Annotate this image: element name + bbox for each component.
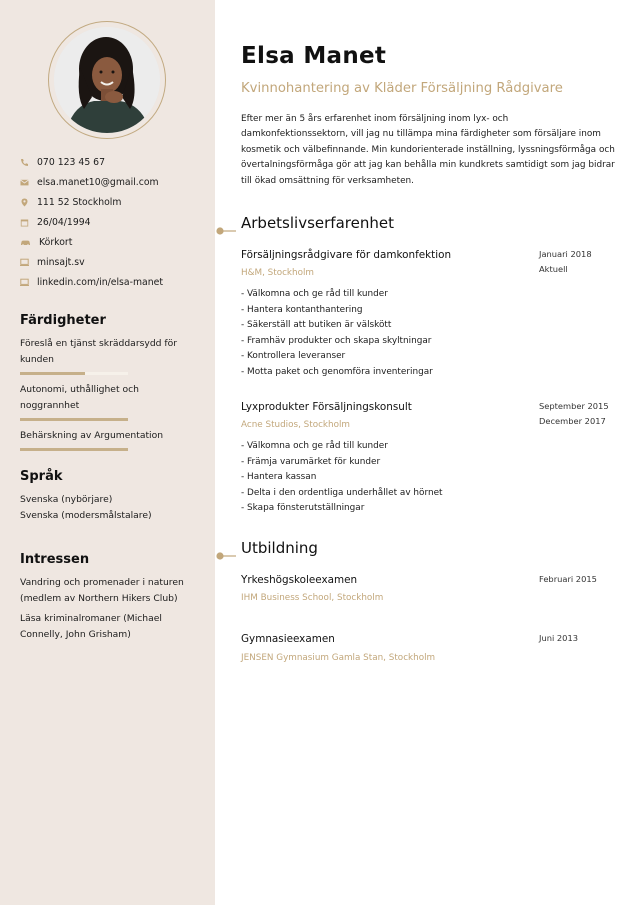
job-bullets [241,439,443,517]
email-icon [20,178,29,187]
phone-icon [20,158,29,167]
education-school: IHM Business School, Stockholm [241,593,384,603]
contact-linkedin [20,272,210,292]
skill-item [20,428,198,451]
job-date-end: December 2017 [539,416,606,426]
job-bullet: - Kontrollera leveranser [241,349,433,365]
person-title: Kvinnohantering av Kläder Försäljning Rådgivare [241,81,563,96]
languages-heading: Språk [20,469,63,484]
job-bullet: - Främja varumärket för kunder [241,455,443,471]
language-item: Svenska (modersmålstalare) [20,510,152,521]
contact-phone [20,152,210,172]
job-company: Acne Studios, Stockholm [241,420,350,430]
skill-level-fill [20,372,85,375]
skill-text: Autonomi, uthållighet och noggrannhet [20,384,139,411]
job-title: Lyxprodukter Försäljningskonsult [241,401,412,413]
skill-level-bar [20,418,128,421]
linkedin-icon [20,278,29,287]
contact-location [20,192,210,212]
education-title: Gymnasieexamen [241,633,335,645]
phone-text: 070 123 45 67 [37,156,106,168]
job-bullet: - Delta i den ordentliga underhållet av hörnet [241,486,443,502]
section-marker-icon [216,220,236,228]
job-bullet: - Välkomna och ge råd till kunder [241,287,433,303]
profile-summary: Efter mer än 5 års erfarenhet inom försäljning inom lyx- och damkonfektionssektorn, vill jag nu tillämpa mina färdigheter som försäljare inom kosmetik och välbefinnande. Min kundorienterade inställning, lyssningsförmåga och övertalningsförmåga gör att jag kan behålla min kundkrets samtidigt som jag bidrar till ökad omsättning för verksamheten. [241,114,615,186]
job-bullet: - Framhäv produkter och skapa skyltningar [241,334,433,350]
job-bullet: - Hantera kassan [241,470,443,486]
car-icon [20,238,31,247]
person-name: Elsa Manet [241,43,387,69]
website-icon [20,258,29,267]
skill-text: Behärskning av Argumentation [20,430,164,441]
job-dates [539,247,592,277]
job-bullets [241,287,433,381]
job-bullet: - Hantera kontanthantering [241,303,433,319]
job-date-start: Januari 2018 [539,249,592,259]
job-dates [539,399,609,429]
skill-level-fill [20,418,128,421]
job-bullet: - Motta paket och genomföra inventeringar [241,365,433,381]
interests-heading: Intressen [20,552,90,567]
language-item: Svenska (nybörjare) [20,494,113,505]
education-date: Juni 2013 [539,633,579,643]
interests-section [20,552,198,643]
skill-level-fill [20,448,128,451]
education-date: Februari 2015 [539,574,597,584]
contact-list [20,152,210,292]
location-icon [20,198,29,207]
skill-text: Föreslå en tjänst skräddarsydd för kunden [20,338,178,365]
linkedin-text[interactable]: linkedin.com/in/elsa-manet [37,276,163,288]
contact-license [20,232,210,252]
job-bullet: - Välkomna och ge råd till kunder [241,439,443,455]
birthdate-text: 26/04/1994 [37,216,91,228]
skills-heading: Färdigheter [20,313,106,328]
interest-item: Läsa kriminalromaner (Michael Connelly, John Grisham) [20,613,162,640]
job-bullet: - Skapa fönsterutställningar [241,501,443,517]
education-title: Yrkeshögskoleexamen [241,574,358,586]
job-date-start: September 2015 [539,401,609,411]
profile-photo [54,27,160,133]
contact-email [20,172,210,192]
job-company: H&M, Stockholm [241,268,314,278]
email-text: elsa.manet10@gmail.com [37,176,159,188]
education-heading: Utbildning [241,539,318,557]
skill-item [20,336,198,375]
education-school: JENSEN Gymnasium Gamla Stan, Stockholm [241,653,436,663]
experience-heading: Arbetslivserfarenhet [241,214,394,232]
skills-section [20,313,198,458]
languages-section [20,469,198,524]
job-bullet: - Säkerställ att butiken är välskött [241,318,433,334]
interest-item: Vandring och promenader i naturen (medlem av Northern Hikers Club) [20,577,184,604]
profile-photo-frame [48,21,166,139]
contact-website [20,252,210,272]
location-text: 111 52 Stockholm [37,196,122,208]
job-title: Försäljningsrådgivare för damkonfektion [241,249,452,261]
job-date-end: Aktuell [539,264,568,274]
website-text[interactable]: minsajt.sv [37,256,85,268]
license-text: Körkort [39,236,73,248]
section-marker-icon [216,545,236,553]
skill-item [20,382,198,421]
calendar-icon [20,218,29,227]
skill-level-bar [20,448,128,451]
contact-birthdate [20,212,210,232]
skill-level-bar [20,372,128,375]
